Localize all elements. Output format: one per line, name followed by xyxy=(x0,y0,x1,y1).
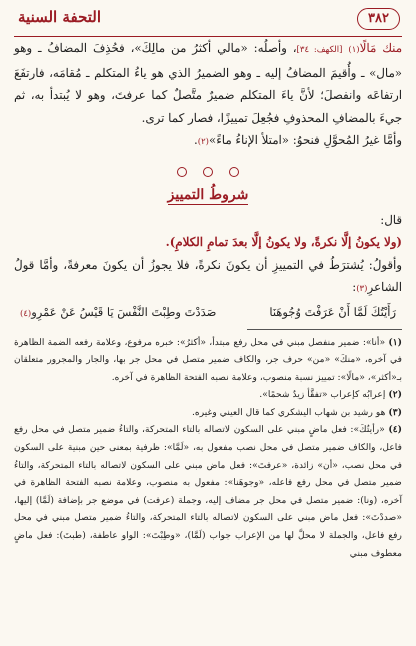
footnotes xyxy=(14,334,402,563)
footnote-2: (٢) إعرابُه كإعراب «تفقَّأ زيدٌ شحمًا». xyxy=(259,389,402,401)
quran-quote: منك مَالًا xyxy=(359,41,403,55)
footnote-ref: (٣) xyxy=(356,284,368,294)
footnote-ref: (٤) xyxy=(20,308,32,319)
paragraph-block xyxy=(14,37,402,154)
poetry-verse xyxy=(14,301,402,325)
verse-first-half: رَأَيْتُكَ لَمَّا أَنْ عَرَفْتَ وُجُوهَنَا xyxy=(269,304,396,319)
matn-text: (ولا يكونُ إلَّا نكرةً، ولا يكونُ إلَّا بعدَ تمامِ الكلامِ). xyxy=(165,235,402,249)
qaala-label: قال: xyxy=(380,212,402,227)
section-heading: شروطُ التمييز xyxy=(167,186,249,203)
paragraph-3: وأقولُ: يُشترَطُ في التمييزِ أن يكونَ نكرةً، فلا يجوزُ أن يكونَ معرفةً، وأمَّا قولُ الشاعرِ(٣): xyxy=(14,257,402,294)
paragraph-2: وأمَّا غيرُ المُحوَّلِ فنحوُ: «امتلأ الإناءُ ماءً»(٢). xyxy=(194,133,402,147)
divider-dot xyxy=(203,167,213,177)
page-header xyxy=(14,6,402,37)
book-title: التحفة السنية xyxy=(18,8,102,26)
footnote-ref: (٢) xyxy=(197,137,209,147)
footnote-3: (٣) هو رشيد بن شهاب اليشكري كما قال العيني وغيره. xyxy=(191,406,402,418)
footnote-separator xyxy=(247,329,402,330)
paragraph-1 xyxy=(14,37,402,129)
verse-second-half: صَدَدْتَ وطِبْتَ النَّفْسَ يَا قَيْسُ عَنْ عَمْرِو(٤) xyxy=(20,304,217,319)
surah-ref: [الكهف: ٣٤] xyxy=(296,45,343,55)
divider-dot xyxy=(177,167,187,177)
section-divider xyxy=(14,162,402,178)
main-text xyxy=(14,37,402,562)
divider-dot xyxy=(229,167,239,177)
footnote-4: (٤) «رأيتُكَ»: فعل ماضٍ مبني على السكون لاتصاله بالتاء المتحركة، والتاءُ ضمير متصل في محل رفع فاعل، والكاف ضمير متصل في محل نصب مفعول به، «لَمَّا»: ظرفية بمعنى حين مبنية على السكون في محل نصب، «أن» زائدة، «عرفتَ»: فعل ماض مبني على السكون لاتصاله بالتاء المتحركة، والتاءُ ضمير متصل في محل رفع فاعله، «وجوهَنا»: مفعول به منصوب، وعلامة نصبه الفتحة الظاهرة في آخره، (ونا): ضمير متصل في محل جر مضاف إليه، وجملة (عرفت) في موضع جر بإضافة (لَمَّا) إليها، «صددْتَ»: فعل ماض مبني على السكون لاتصاله بالتاء المتحركة، والتاءُ ضمير متصل مبني في محل رفع فاعل، والجملة لا محلَّ لها من الإعراب جواب (لَمَّا)، «وطِبْتَ»: الواو عاطفة، (طبتَ): فعل ماضٍ معطوف مبني xyxy=(14,424,403,559)
page-number: ٣٨٢ xyxy=(357,8,400,30)
paragraph-1-text: ، وأصلُه: «مالي أكثرُ من مالِكَ»، فحُذِفَ المضافُ ـ وهو «مال» ـ وأُقيمَ المضافُ إليه ـ وهو الضميرُ الذي هو ياءُ المتكلم ـ مُقامَه، فارتفَعَ ارتفاعَه وانفصلَ؛ لأنَّ ياءَ المتكلم ضميرٌ متَّصلٌ كما عرفتَ، وهو لا يُبتدأ به، ثم جيءَ بالمضافِ المحذوفِ فجُعِلَ تمييزًا، فصار كما ترى. xyxy=(14,41,402,125)
footnote-ref: (١) xyxy=(348,45,360,55)
footnote-1: (١) «أنا»: ضمير منفصل مبني في محل رفع مبتدأ، «أكثرُ»: خبره مرفوع، وعلامة رفعه الضمة الظاهرة في آخره، «منكَ» «من» حرف جر، والكاف ضمير متصل في محل جر بها، والجار والمجرور متعلقان بـ«أكثر»، «مالًا»: تمييز نسبة منصوب، وعلامة نصبه الفتحة الظاهرة في آخره. xyxy=(14,336,402,383)
